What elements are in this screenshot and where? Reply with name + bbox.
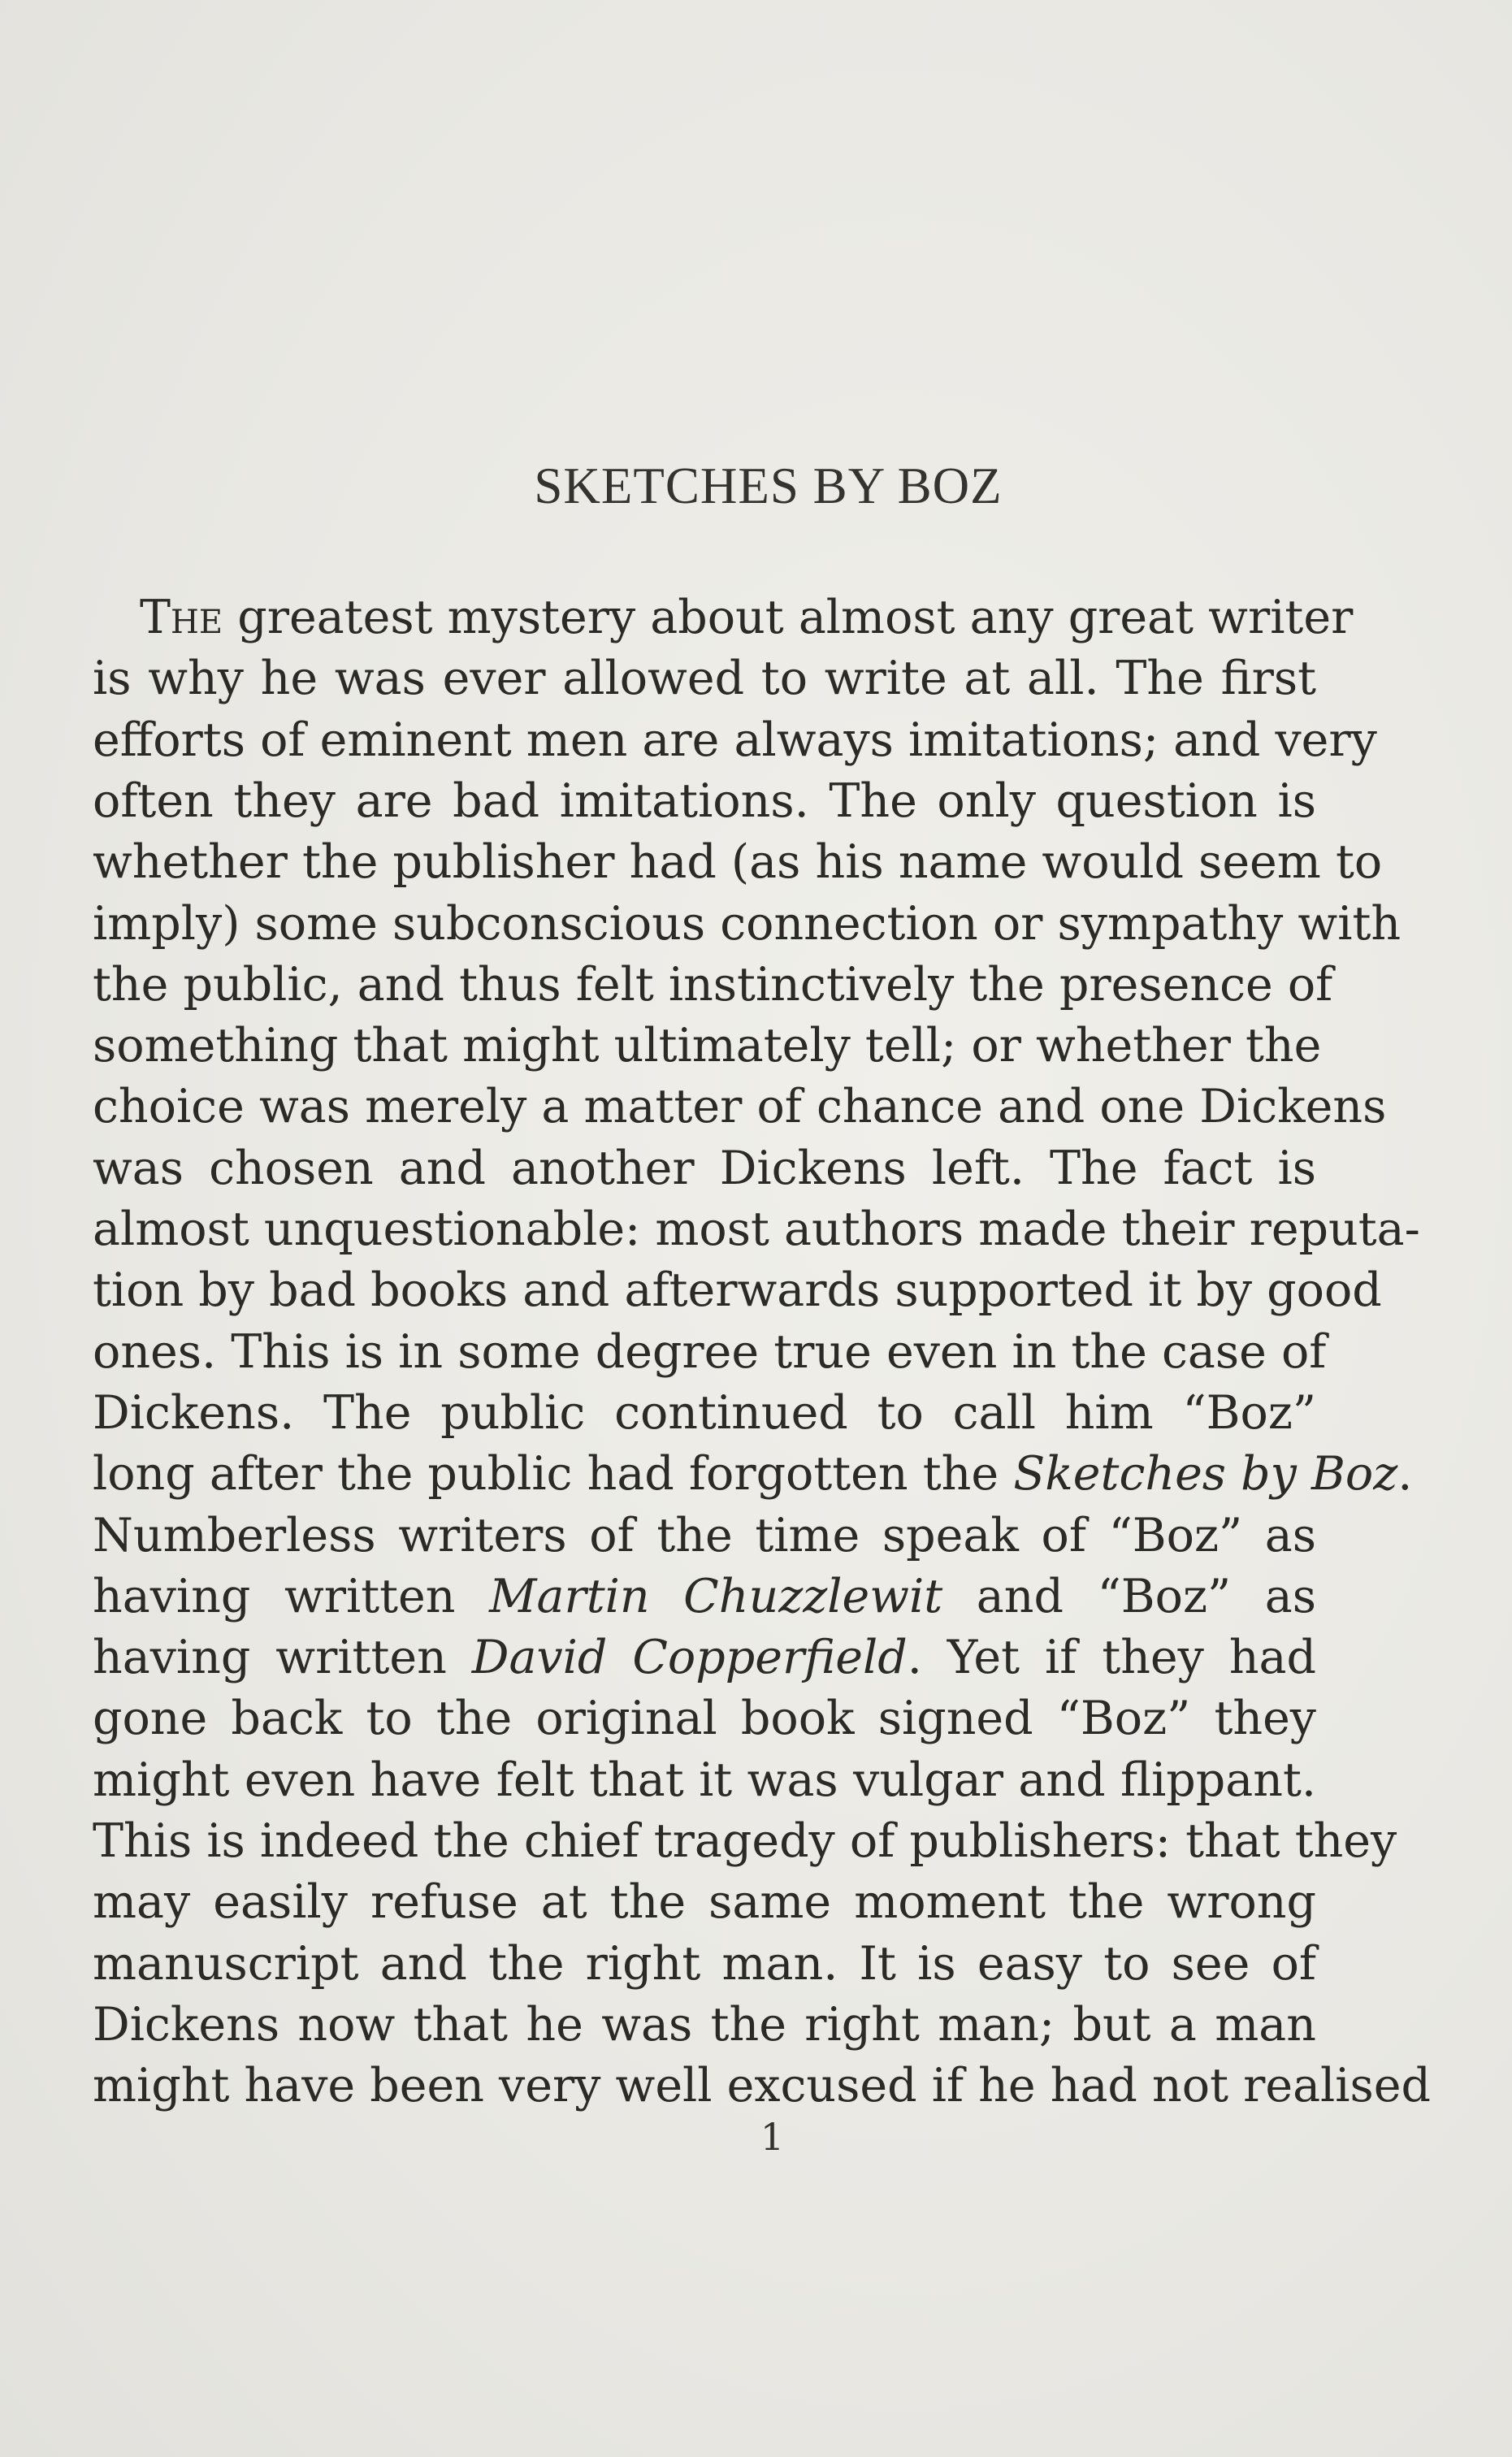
text-segment: having written [93, 1631, 472, 1685]
text-segment: might even have felt that it was vulgar and flippant. [93, 1753, 1316, 1807]
text-line [93, 1810, 1397, 1872]
text-segment: may easily refuse at the same moment the wrong [93, 1875, 1316, 1930]
text-segment: often they are bad imitations. The only question is [93, 774, 1316, 828]
text-line [140, 587, 1354, 648]
text-line [93, 1443, 1413, 1505]
text-segment: This is indeed the chief tragedy of publishers: that they [93, 1814, 1397, 1868]
text-segment: . Yet if they had [907, 1631, 1317, 1685]
text-line [93, 1259, 1382, 1321]
chapter-title: SKETCHES BY BOZ [534, 457, 1003, 514]
text-line [93, 1994, 1316, 2056]
text-segment: manuscript and the right man. It is easy to see of [93, 1936, 1316, 1991]
text-segment: is why he was ever allowed to write at all. The first [93, 652, 1316, 706]
text-line [93, 709, 1377, 771]
text-line [93, 954, 1333, 1016]
text-segment: almost unquestionable: most authors made their reputa- [93, 1202, 1420, 1256]
text-segment: gone back to the original book signed “Boz” they [93, 1692, 1316, 1746]
text-segment: was chosen and another Dickens left. The fact is [93, 1141, 1316, 1195]
text-line [93, 1321, 1327, 1383]
text-segment: choice was merely a matter of chance and one Dickens [93, 1080, 1387, 1134]
text-segment: imply) some subconscious connection or sympathy with [93, 896, 1402, 951]
text-line [93, 1505, 1316, 1566]
text-segment: ones. This is in some degree true even in the case of [93, 1324, 1327, 1379]
text-line [93, 1566, 1316, 1627]
text-segment: having written [93, 1569, 490, 1623]
italic-title: David Copperfield [471, 1631, 908, 1685]
text-segment: tion by bad books and afterwards supported it by good [93, 1263, 1382, 1318]
text-segment: . [1397, 1447, 1413, 1502]
text-segment: long after the public had forgotten the [93, 1447, 1014, 1502]
text-line [93, 1688, 1316, 1749]
text-line [93, 1749, 1316, 1811]
text-segment: efforts of eminent men are always imitations; and very [93, 713, 1377, 767]
text-segment: Dickens. The public continued to call him “Boz” [93, 1385, 1316, 1440]
text-segment: Dickens now that he was the right man; but a man [93, 1997, 1316, 2052]
text-line [93, 1198, 1420, 1260]
text-line [93, 770, 1316, 832]
text-line [93, 2055, 1431, 2117]
text-segment: and “Boz” as [942, 1569, 1316, 1623]
text-line [93, 648, 1316, 709]
lead-word: The [140, 591, 223, 644]
text-segment: Numberless writers of the time speak of “Boz” as [93, 1508, 1316, 1562]
text-line [93, 1076, 1387, 1138]
text-line [93, 1933, 1316, 1995]
text-segment: greatest mystery about almost any great writer [223, 591, 1354, 644]
text-line [93, 1627, 1316, 1688]
text-segment: whether the publisher had (as his name would seem to [93, 835, 1383, 890]
text-line [93, 1138, 1316, 1199]
text-segment: might have been very well excused if he had not realised [93, 2059, 1431, 2113]
text-line [93, 1382, 1316, 1444]
italic-title: Sketches by Boz [1013, 1447, 1398, 1502]
text-line [93, 1871, 1316, 1933]
text-line [93, 893, 1402, 955]
text-line [93, 831, 1383, 893]
text-segment: the public, and thus felt instinctively the presence of [93, 957, 1333, 1012]
page-number: 1 [760, 2115, 785, 2159]
text-line [93, 1015, 1322, 1077]
italic-title: Martin Chuzzlewit [489, 1569, 943, 1623]
text-segment: something that might ultimately tell; or whether the [93, 1019, 1322, 1073]
